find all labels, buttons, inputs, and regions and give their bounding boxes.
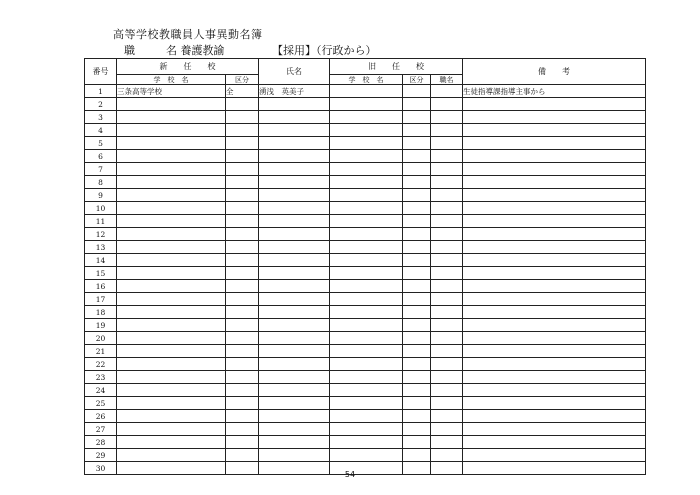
cell-name <box>259 436 330 449</box>
cell-old-position <box>431 241 463 254</box>
cell-old-division <box>403 267 431 280</box>
cell-old-division <box>403 410 431 423</box>
cell-remarks <box>463 241 646 254</box>
cell-name <box>259 280 330 293</box>
cell-remarks <box>463 111 646 124</box>
row-number: 21 <box>85 345 117 358</box>
cell-name <box>259 449 330 462</box>
cell-new-school <box>117 111 226 124</box>
cell-new-division <box>226 137 259 150</box>
cell-new-school <box>117 423 226 436</box>
cell-old-division <box>403 254 431 267</box>
cell-old-division <box>403 319 431 332</box>
cell-old-position <box>431 410 463 423</box>
cell-name <box>259 332 330 345</box>
cell-remarks <box>463 98 646 111</box>
row-number: 24 <box>85 384 117 397</box>
row-number: 3 <box>85 111 117 124</box>
cell-old-division <box>403 449 431 462</box>
cell-old-position <box>431 449 463 462</box>
cell-new-school <box>117 449 226 462</box>
cell-new-school <box>117 228 226 241</box>
cell-new-division <box>226 241 259 254</box>
cell-remarks <box>463 345 646 358</box>
cell-name <box>259 111 330 124</box>
cell-name <box>259 306 330 319</box>
row-number: 10 <box>85 202 117 215</box>
cell-old-division <box>403 358 431 371</box>
cell-new-school <box>117 371 226 384</box>
header-remarks: 備 考 <box>463 59 646 85</box>
cell-remarks <box>463 176 646 189</box>
cell-old-division <box>403 332 431 345</box>
table-row <box>85 228 646 241</box>
cell-remarks <box>463 137 646 150</box>
cell-name <box>259 371 330 384</box>
cell-new-division <box>226 319 259 332</box>
cell-remarks <box>463 150 646 163</box>
cell-new-school <box>117 319 226 332</box>
cell-old-position <box>431 397 463 410</box>
cell-new-division <box>226 228 259 241</box>
cell-old-position <box>431 202 463 215</box>
cell-old-division <box>403 98 431 111</box>
cell-remarks <box>463 280 646 293</box>
table-row <box>85 150 646 163</box>
cell-old-position <box>431 189 463 202</box>
cell-remarks <box>463 384 646 397</box>
position-value: 養護教諭 <box>180 44 225 57</box>
table-row <box>85 137 646 150</box>
cell-old-division <box>403 384 431 397</box>
cell-old-position <box>431 319 463 332</box>
table-row <box>85 436 646 449</box>
cell-name <box>259 163 330 176</box>
cell-old-position <box>431 436 463 449</box>
row-number: 19 <box>85 319 117 332</box>
cell-old-school <box>330 163 403 176</box>
personnel-change-table <box>84 58 646 475</box>
cell-remarks <box>463 163 646 176</box>
table-row <box>85 345 646 358</box>
cell-old-division <box>403 163 431 176</box>
row-number: 28 <box>85 436 117 449</box>
cell-new-school <box>117 267 226 280</box>
cell-old-school <box>330 267 403 280</box>
cell-new-division <box>226 98 259 111</box>
cell-remarks <box>463 267 646 280</box>
table-row <box>85 202 646 215</box>
header-old-division: 区分 <box>403 75 431 85</box>
cell-old-position <box>431 111 463 124</box>
row-number: 18 <box>85 306 117 319</box>
cell-old-division <box>403 111 431 124</box>
cell-old-position <box>431 306 463 319</box>
cell-remarks <box>463 423 646 436</box>
cell-old-school <box>330 332 403 345</box>
cell-old-position <box>431 85 463 98</box>
cell-name <box>259 293 330 306</box>
cell-new-division <box>226 293 259 306</box>
cell-new-school <box>117 241 226 254</box>
cell-name <box>259 267 330 280</box>
cell-new-division <box>226 189 259 202</box>
cell-name <box>259 150 330 163</box>
cell-new-division <box>226 163 259 176</box>
cell-name <box>259 345 330 358</box>
cell-new-school <box>117 163 226 176</box>
cell-new-division <box>226 436 259 449</box>
cell-name <box>259 384 330 397</box>
table-row <box>85 111 646 124</box>
cell-new-division <box>226 124 259 137</box>
table-row <box>85 319 646 332</box>
cell-new-school <box>117 436 226 449</box>
cell-name <box>259 319 330 332</box>
row-number: 16 <box>85 280 117 293</box>
cell-new-school <box>117 306 226 319</box>
cell-old-division <box>403 280 431 293</box>
position-label: 職 名 <box>124 44 187 57</box>
cell-new-school <box>117 137 226 150</box>
cell-name <box>259 241 330 254</box>
row-number: 27 <box>85 423 117 436</box>
cell-new-school <box>117 293 226 306</box>
row-number: 9 <box>85 189 117 202</box>
cell-old-school <box>330 228 403 241</box>
cell-old-school <box>330 449 403 462</box>
cell-new-division <box>226 254 259 267</box>
cell-new-division <box>226 202 259 215</box>
cell-name <box>259 189 330 202</box>
table-row <box>85 423 646 436</box>
cell-old-division <box>403 306 431 319</box>
cell-old-position <box>431 176 463 189</box>
cell-old-school <box>330 423 403 436</box>
row-number: 17 <box>85 293 117 306</box>
cell-new-division <box>226 449 259 462</box>
cell-old-position <box>431 332 463 345</box>
cell-old-position <box>431 150 463 163</box>
table-row <box>85 215 646 228</box>
cell-old-position <box>431 423 463 436</box>
cell-old-school <box>330 137 403 150</box>
cell-new-school <box>117 358 226 371</box>
row-number: 26 <box>85 410 117 423</box>
cell-old-school <box>330 345 403 358</box>
cell-old-position <box>431 345 463 358</box>
cell-new-division <box>226 332 259 345</box>
row-number: 22 <box>85 358 117 371</box>
cell-old-school <box>330 98 403 111</box>
cell-old-division <box>403 150 431 163</box>
cell-old-school <box>330 215 403 228</box>
cell-name <box>259 410 330 423</box>
cell-new-division <box>226 267 259 280</box>
cell-new-division <box>226 215 259 228</box>
cell-old-division <box>403 228 431 241</box>
row-number: 11 <box>85 215 117 228</box>
cell-old-position <box>431 267 463 280</box>
cell-new-school <box>117 189 226 202</box>
table-row <box>85 124 646 137</box>
cell-remarks <box>463 215 646 228</box>
cell-new-school <box>117 332 226 345</box>
row-number: 1 <box>85 85 117 98</box>
cell-new-school <box>117 397 226 410</box>
header-number: 番号 <box>85 59 117 85</box>
cell-new-division <box>226 150 259 163</box>
row-number: 29 <box>85 449 117 462</box>
table-row <box>85 306 646 319</box>
cell-old-division <box>403 85 431 98</box>
row-number: 20 <box>85 332 117 345</box>
row-number: 7 <box>85 163 117 176</box>
row-number: 14 <box>85 254 117 267</box>
cell-remarks <box>463 371 646 384</box>
cell-remarks <box>463 319 646 332</box>
cell-old-position <box>431 358 463 371</box>
cell-old-division <box>403 293 431 306</box>
cell-remarks <box>463 202 646 215</box>
cell-remarks: 生徒指導課指導主事から <box>463 85 646 98</box>
row-number: 23 <box>85 371 117 384</box>
cell-old-school <box>330 306 403 319</box>
row-number: 6 <box>85 150 117 163</box>
cell-new-school <box>117 98 226 111</box>
table-row <box>85 397 646 410</box>
cell-name <box>259 124 330 137</box>
table-body <box>85 85 646 475</box>
appointment-category: 【採用】（行政から） <box>272 44 377 57</box>
header-new-school: 学 校 名 <box>117 75 226 85</box>
cell-old-school <box>330 189 403 202</box>
cell-old-position <box>431 215 463 228</box>
cell-remarks <box>463 410 646 423</box>
cell-new-division <box>226 280 259 293</box>
cell-name <box>259 202 330 215</box>
cell-old-position <box>431 163 463 176</box>
cell-new-school <box>117 345 226 358</box>
table-row <box>85 189 646 202</box>
cell-remarks <box>463 449 646 462</box>
cell-name <box>259 397 330 410</box>
cell-old-school <box>330 85 403 98</box>
cell-name <box>259 215 330 228</box>
document-subtitle <box>124 42 377 58</box>
cell-old-position <box>431 228 463 241</box>
cell-old-division <box>403 215 431 228</box>
cell-new-division <box>226 306 259 319</box>
header-new-division: 区分 <box>226 75 259 85</box>
cell-name: 湧浅 英美子 <box>259 85 330 98</box>
table-row <box>85 163 646 176</box>
cell-old-school <box>330 280 403 293</box>
table-row <box>85 449 646 462</box>
row-number: 12 <box>85 228 117 241</box>
cell-remarks <box>463 293 646 306</box>
table-row <box>85 267 646 280</box>
table-row <box>85 358 646 371</box>
cell-new-school <box>117 280 226 293</box>
cell-old-school <box>330 371 403 384</box>
cell-old-school <box>330 150 403 163</box>
table-row <box>85 85 646 98</box>
cell-new-division <box>226 423 259 436</box>
cell-new-division <box>226 410 259 423</box>
row-number: 13 <box>85 241 117 254</box>
page-number: 54 <box>344 470 356 479</box>
cell-remarks <box>463 254 646 267</box>
cell-old-school <box>330 254 403 267</box>
row-number: 25 <box>85 397 117 410</box>
cell-old-school <box>330 202 403 215</box>
table-row <box>85 176 646 189</box>
table-row <box>85 98 646 111</box>
cell-old-division <box>403 436 431 449</box>
cell-old-position <box>431 293 463 306</box>
cell-name <box>259 176 330 189</box>
cell-old-division <box>403 124 431 137</box>
cell-new-school <box>117 176 226 189</box>
cell-old-division <box>403 137 431 150</box>
cell-remarks <box>463 124 646 137</box>
row-number: 30 <box>85 462 117 475</box>
cell-old-position <box>431 124 463 137</box>
cell-name <box>259 358 330 371</box>
cell-name <box>259 137 330 150</box>
row-number: 2 <box>85 98 117 111</box>
cell-old-school <box>330 384 403 397</box>
cell-new-school <box>117 410 226 423</box>
table-row <box>85 332 646 345</box>
header-old-school: 学 校 名 <box>330 75 403 85</box>
cell-new-division <box>226 397 259 410</box>
cell-new-school: 三条高等学校 <box>117 85 226 98</box>
table-row <box>85 410 646 423</box>
table-row <box>85 293 646 306</box>
cell-old-division <box>403 397 431 410</box>
cell-new-division <box>226 371 259 384</box>
cell-new-division: 全 <box>226 85 259 98</box>
header-name: 氏名 <box>259 59 330 85</box>
cell-old-division <box>403 371 431 384</box>
cell-name <box>259 423 330 436</box>
cell-remarks <box>463 358 646 371</box>
cell-new-school <box>117 150 226 163</box>
row-number: 8 <box>85 176 117 189</box>
row-number: 4 <box>85 124 117 137</box>
cell-old-division <box>403 202 431 215</box>
cell-remarks <box>463 332 646 345</box>
cell-new-school <box>117 124 226 137</box>
cell-remarks <box>463 228 646 241</box>
cell-old-school <box>330 176 403 189</box>
table-row <box>85 384 646 397</box>
cell-old-position <box>431 371 463 384</box>
cell-new-school <box>117 215 226 228</box>
document-title: 高等学校教職員人事異動名簿 <box>113 28 263 41</box>
cell-old-position <box>431 137 463 150</box>
cell-old-school <box>330 410 403 423</box>
header-new-post: 新 任 校 <box>117 59 259 75</box>
cell-name <box>259 228 330 241</box>
cell-remarks <box>463 436 646 449</box>
cell-old-school <box>330 436 403 449</box>
cell-new-school <box>117 254 226 267</box>
cell-old-school <box>330 397 403 410</box>
cell-old-position <box>431 98 463 111</box>
table-row <box>85 241 646 254</box>
cell-new-division <box>226 358 259 371</box>
cell-new-school <box>117 202 226 215</box>
cell-new-division <box>226 111 259 124</box>
cell-old-position <box>431 280 463 293</box>
table-row <box>85 371 646 384</box>
cell-old-school <box>330 293 403 306</box>
cell-old-school <box>330 319 403 332</box>
cell-old-position <box>431 384 463 397</box>
cell-old-division <box>403 423 431 436</box>
header-old-position: 職名 <box>431 75 463 85</box>
cell-new-division <box>226 384 259 397</box>
cell-old-division <box>403 345 431 358</box>
cell-remarks <box>463 397 646 410</box>
cell-old-position <box>431 254 463 267</box>
cell-old-division <box>403 189 431 202</box>
table-row <box>85 254 646 267</box>
cell-remarks <box>463 306 646 319</box>
cell-old-division <box>403 241 431 254</box>
cell-old-division <box>403 176 431 189</box>
cell-name <box>259 98 330 111</box>
cell-old-school <box>330 358 403 371</box>
cell-remarks <box>463 189 646 202</box>
row-number: 15 <box>85 267 117 280</box>
cell-name <box>259 254 330 267</box>
cell-old-school <box>330 111 403 124</box>
cell-new-school <box>117 384 226 397</box>
cell-old-school <box>330 241 403 254</box>
cell-new-division <box>226 176 259 189</box>
header-old-post: 旧 任 校 <box>330 59 463 75</box>
table-row <box>85 280 646 293</box>
cell-old-school <box>330 124 403 137</box>
row-number: 5 <box>85 137 117 150</box>
cell-new-division <box>226 345 259 358</box>
